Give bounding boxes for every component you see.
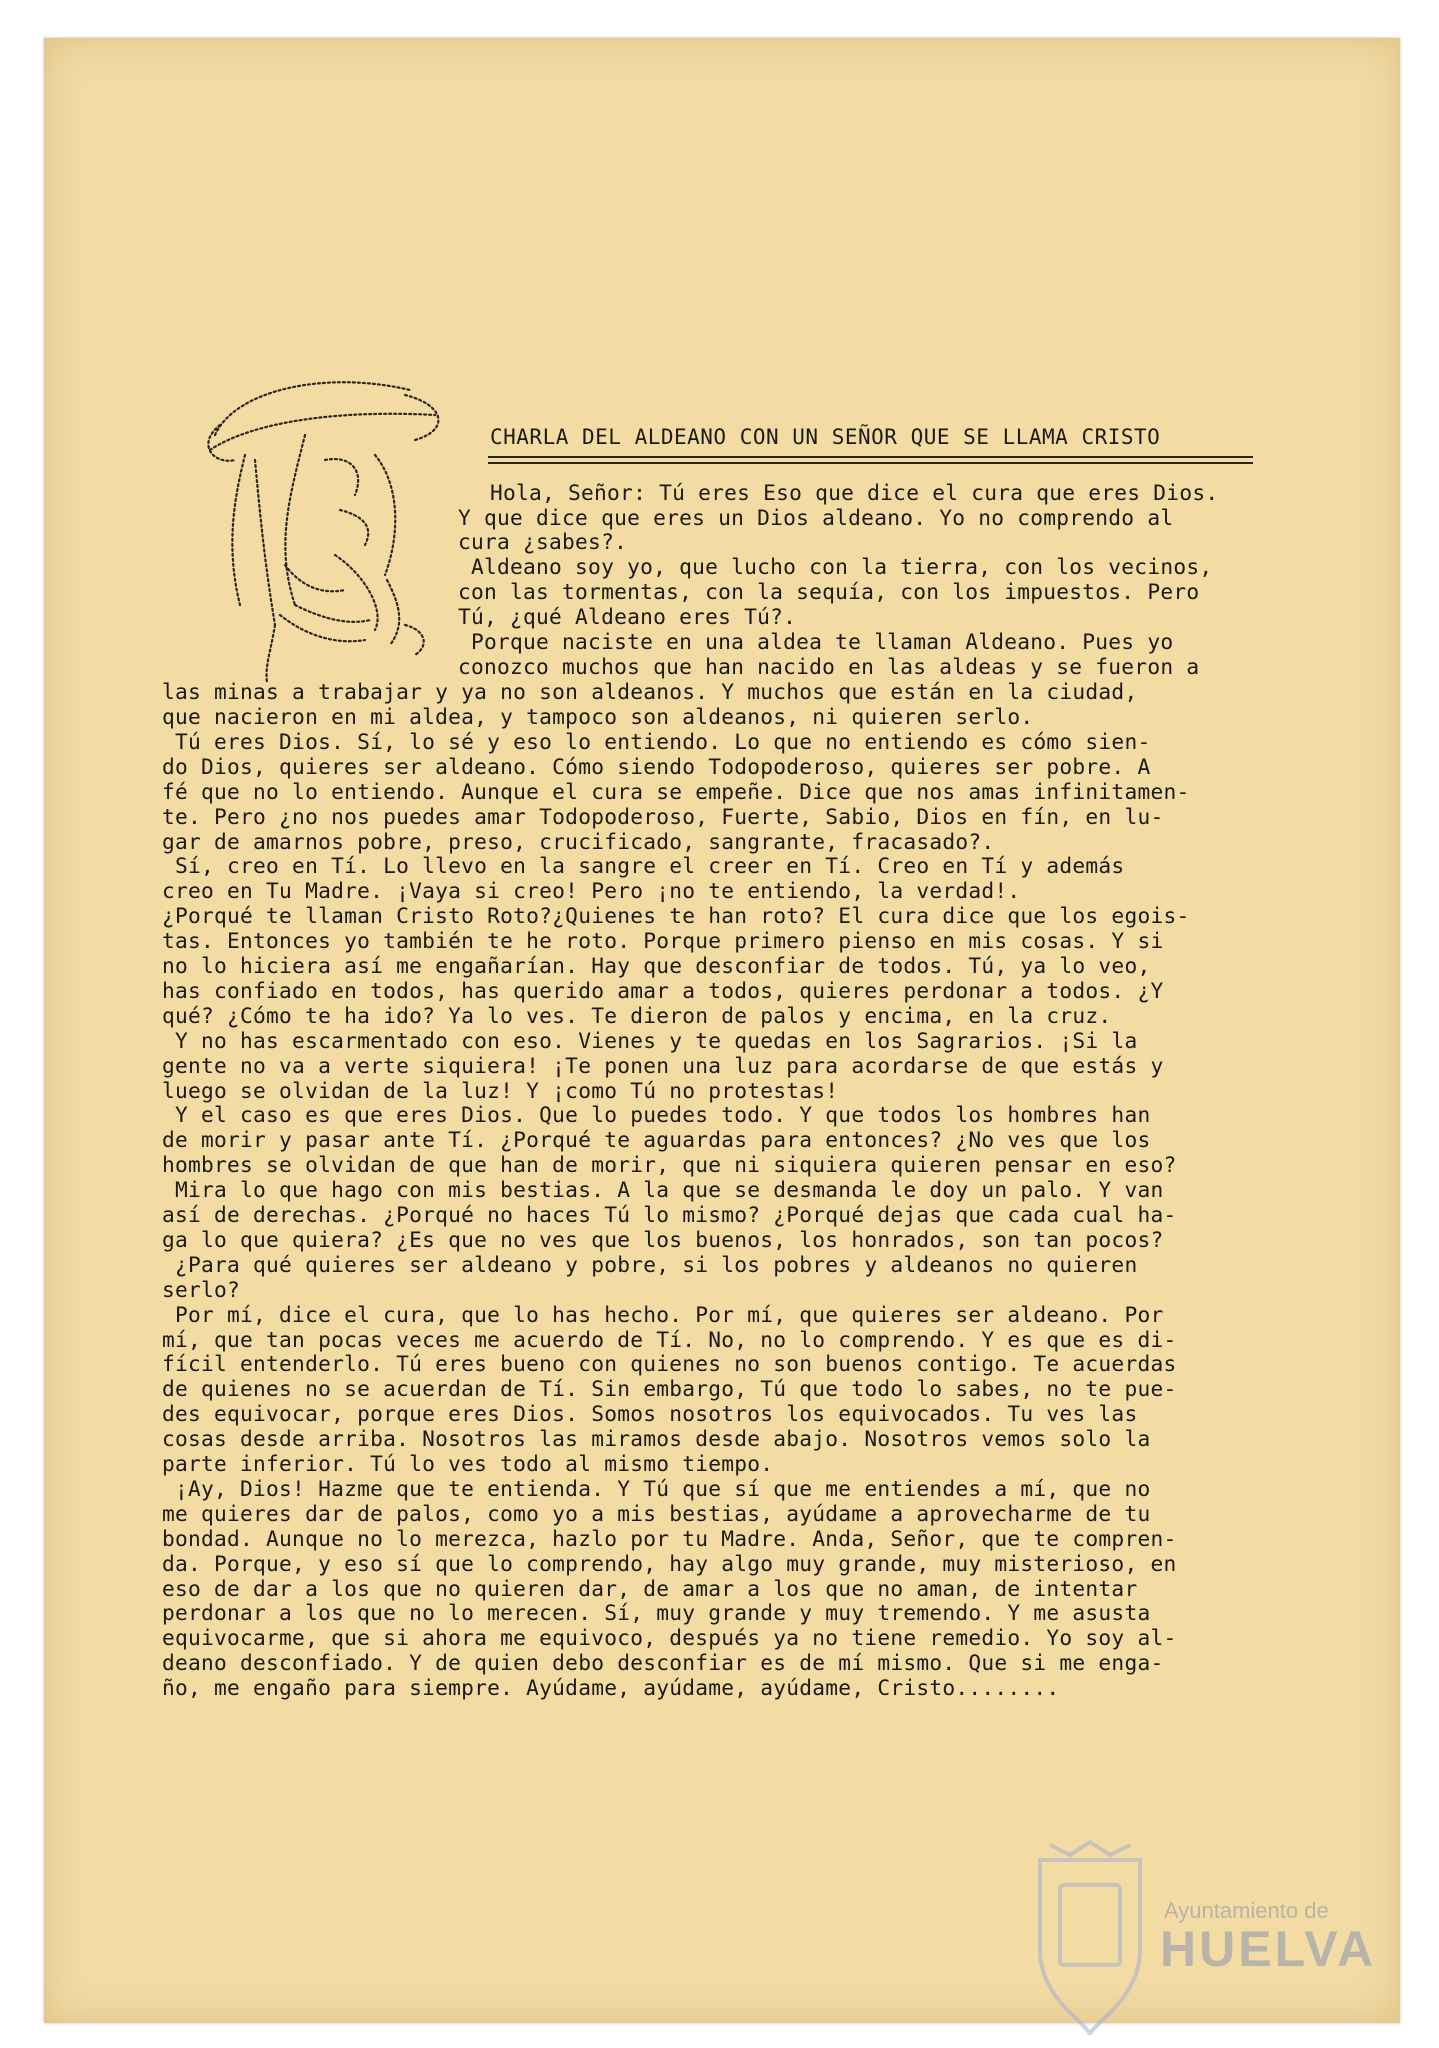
body-line: me quieres dar de palos, como yo a mis bestias, ayúdame a aprovecharme de tu [162,1500,1151,1526]
body-line: equivocarme, que si ahora me equivoco, después ya no tiene remedio. Yo soy al- [162,1625,1177,1651]
body-line: Y no has escarmentado con eso. Vienes y te quedas en los Sagrarios. ¡Si la [162,1027,1138,1053]
body-line: perdonar a los que no lo merecen. Sí, muy grande y muy tremendo. Y me asusta [162,1600,1151,1626]
watermark-line2: HUELVA [1160,1921,1377,1977]
body-line: do Dios, quieres ser aldeano. Cómo siendo Todopoderoso, quieres ser pobre. A [162,753,1151,779]
body-line: que nacieron en mi aldea, y tampoco son aldeanos, ni quieren serlo. [162,704,1034,729]
body-line: las minas a trabajar y ya no son aldeanos. Y muchos que están en la ciudad, [162,679,1138,704]
body-line: Aldeano soy yo, que lucho con la tierra, con los vecinos, [458,554,1213,579]
body-line: cura ¿sabes?. [458,529,628,554]
document-title: CHARLA DEL ALDEANO CON UN SEÑOR QUE SE LLAMA CRISTO [490,425,1161,449]
body-line: gar de amarnos pobre, preso, crucificado, sangrante, fracasado?. [162,828,995,854]
body-line: deano desconfiado. Y de quien debo desconfiar es de mí mismo. Que si me enga- [162,1650,1164,1676]
body-line: Tú eres Dios. Sí, lo sé y eso lo entiendo. Lo que no entiendo es cómo sien- [162,728,1151,754]
body-line: serlo? [162,1276,241,1302]
body-line: Y que dice que eres un Dios aldeano. Yo no comprendo al [458,505,1174,530]
body-line: creo en Tu Madre. ¡Vaya si creo! Pero ¡no te entiendo, la verdad!. [162,878,1021,904]
body-line: Por mí, dice el cura, que lo has hecho. Por mí, que quieres ser aldeano. Por [162,1301,1164,1327]
body-line: bondad. Aunque no lo merezca, hazlo por tu Madre. Anda, Señor, que te compren- [162,1525,1177,1551]
body-line: de quienes no se acuerdan de Tí. Sin embargo, Tú que todo lo sabes, no te pue- [162,1376,1177,1402]
body-line: Hola, Señor: Tú eres Eso que dice el cura que eres Dios. [490,480,1219,505]
body-line: con las tormentas, con la sequía, con los impuestos. Pero [458,579,1200,604]
body-line: tas. Entonces yo también te he roto. Porque primero pienso en mis cosas. Y si [162,928,1164,954]
body-line: ño, me engaño para siempre. Ayúdame, ayúdame, ayúdame, Cristo........ [162,1675,1060,1701]
body-line: da. Porque, y eso sí que lo comprendo, hay algo muy grande, muy misterioso, en [162,1550,1177,1576]
body-line: fé que no lo entiendo. Aunque el cura se empeñe. Dice que nos amas infinitamen- [162,778,1190,804]
body-line: de morir y pasar ante Tí. ¿Porqué te aguardas para entonces? ¿No ves que los [162,1127,1151,1153]
body-line: eso de dar a los que no quieren dar, de amar a los que no aman, de intentar [162,1575,1138,1601]
body-line: des equivocar, porque eres Dios. Somos nosotros los equivocados. Tu ves las [162,1401,1138,1427]
body-line: conozco muchos que han nacido en las aldeas y se fueron a [458,654,1200,679]
body-line: Tú, ¿qué Aldeano eres Tú?. [458,604,797,629]
body-line: Sí, creo en Tí. Lo llevo en la sangre el creer en Tí. Creo en Tí y además [162,853,1125,879]
body-line: no lo hiciera así me engañarían. Hay que desconfiar de todos. Tú, ya lo veo, [162,953,1151,978]
body-line: así de derechas. ¿Porqué no haces Tú lo mismo? ¿Porqué dejas que cada cual ha- [162,1202,1177,1227]
body-line: ¿Para qué quieres ser aldeano y pobre, si los pobres y aldeanos no quieren [162,1251,1138,1277]
body-line: Mira lo que hago con mis bestias. A la que se desmanda le doy un palo. Y van [162,1177,1164,1203]
body-line: hombres se olvidan de que han de morir, que ni siquiera quieren pensar en eso? [162,1152,1177,1178]
body-line: luego se olvidan de la luz! Y ¡como Tú no protestas! [162,1077,839,1103]
body-line: has confiado en todos, has querido amar a todos, quieres perdonar a todos. ¿Y [162,977,1164,1003]
body-line: mí, que tan pocas veces me acuerdo de Tí. No, no lo comprendo. Y es que es di- [162,1326,1177,1352]
body-line: ¿Porqué te llaman Cristo Roto?¿Quienes te han roto? El cura dice que los egois- [162,903,1190,929]
body-line: ¡Ay, Dios! Hazme que te entienda. Y Tú que sí que me entiendes a mí, que no [162,1475,1151,1501]
body-line: te. Pero ¿no nos puedes amar Todopoderoso, Fuerte, Sabio, Dios en fín, en lu- [162,803,1164,829]
body-line: parte inferior. Tú lo ves todo al mismo tiempo. [162,1451,774,1476]
body-line: fícil entenderlo. Tú eres bueno con quienes no son buenos contigo. Te acuerdas [162,1351,1177,1377]
body-line: qué? ¿Cómo te ha ido? Ya lo ves. Te dieron de palos y encima, en la cruz. [162,1002,1112,1028]
body-line: gente no va a verte siquiera! ¡Te ponen una luz para acordarse de que estás y [162,1052,1164,1078]
watermark-line1: Ayuntamiento de [1164,1898,1329,1923]
body-line: cosas desde arriba. Nosotros las miramos desde abajo. Nosotros vemos solo la [162,1426,1151,1452]
body-line: Porque naciste en una aldea te llaman Aldeano. Pues yo [458,629,1174,654]
body-line: Y el caso es que eres Dios. Que lo puedes todo. Y que todos los hombres han [162,1102,1151,1128]
body-line: ga lo que quiera? ¿Es que no ves que los buenos, los honrados, son tan pocos? [162,1226,1164,1252]
